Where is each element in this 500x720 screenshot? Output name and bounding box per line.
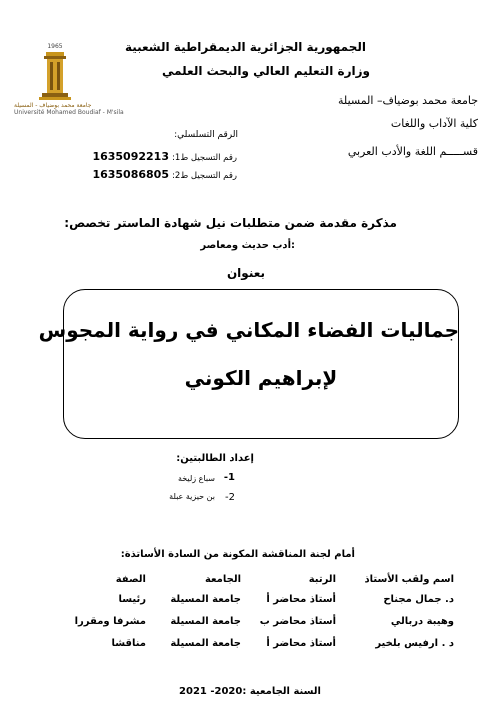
thesis-title-line-2: لإبراهيم الكوني bbox=[184, 366, 338, 390]
logo-year: 1965 bbox=[47, 43, 63, 50]
member-role: مناقشا bbox=[111, 637, 146, 649]
republic-heading: الجمهورية الجزائرية الديمقراطية الشعبية bbox=[124, 40, 366, 54]
registration-1 bbox=[92, 150, 237, 163]
registration-2-label: رقم التسجيل ط2: bbox=[172, 171, 237, 181]
logo-caption-fr: Université Mohamed Boudiaf - M'sila bbox=[14, 109, 124, 116]
title-box bbox=[38, 289, 459, 439]
header-role: الصفة bbox=[115, 573, 146, 585]
specialty: :أدب حديث ومعاصر bbox=[200, 240, 295, 251]
member-rank: أستاذ محاضر ب bbox=[259, 615, 336, 627]
student-1-number: 1- bbox=[223, 472, 235, 483]
academic-year: السنة الجامعية :2020- 2021 bbox=[179, 686, 321, 697]
titled-label: بعنوان bbox=[226, 266, 265, 280]
member-name: وهيبة دربالي bbox=[390, 615, 454, 627]
committee-header-row bbox=[34, 570, 454, 588]
student-2-number: 2- bbox=[225, 492, 235, 503]
registration-1-label: رقم التسجيل ط1: bbox=[172, 153, 237, 163]
faculty-name: كلية الآداب واللغات bbox=[390, 117, 478, 130]
students-label: إعداد الطالبتين: bbox=[176, 453, 254, 464]
registration-2-value: 1635086805 bbox=[92, 168, 169, 181]
member-name: د . ارفيس بلخير bbox=[375, 637, 454, 649]
member-role: رئيسا bbox=[118, 593, 146, 605]
memo-intro: مذكرة مقدمة ضمن متطلبات نيل شهادة الماستر تخصص: bbox=[64, 216, 397, 230]
committee-row bbox=[34, 588, 454, 610]
logo-caption-ar: جامعة محمد بوضياف - المسيلة bbox=[14, 102, 92, 109]
member-university: جامعة المسيلة bbox=[170, 637, 241, 649]
student-1-name: سباع زليخة bbox=[177, 474, 215, 483]
department-name: قســـــم اللغة والأدب العربي bbox=[347, 145, 478, 158]
member-university: جامعة المسيلة bbox=[170, 615, 241, 627]
serial-number-label: الرقم التسلسلي: bbox=[174, 130, 238, 140]
registration-1-value: 1635092213 bbox=[92, 150, 169, 163]
committee-row bbox=[34, 610, 454, 632]
committee-row bbox=[34, 632, 454, 654]
committee-table bbox=[34, 570, 454, 654]
header-name: اسم ولقب الأستاذ bbox=[364, 573, 454, 585]
member-rank: أستاذ محاضر أ bbox=[266, 637, 336, 649]
header-rank: الرتبة bbox=[308, 573, 336, 585]
logo-caption bbox=[14, 102, 124, 116]
member-name: د. جمال مجناح bbox=[383, 593, 454, 605]
member-rank: أستاذ محاضر أ bbox=[266, 593, 336, 605]
header-university: الجامعة bbox=[204, 573, 241, 585]
member-role: مشرفا ومقررا bbox=[74, 615, 146, 627]
university-name: جامعة محمد بوضياف– المسيلة bbox=[338, 94, 478, 107]
thesis-title-line-1: جماليات الفضاء المكاني في رواية المجوس bbox=[38, 318, 459, 342]
ministry-heading: وزارة التعليم العالي والبحث العلمي bbox=[161, 64, 370, 78]
registration-2 bbox=[92, 168, 237, 181]
committee-intro: أمام لجنة المناقشة المكونة من السادة الأساتذة: bbox=[120, 549, 355, 560]
student-2-name: بن حيزية عبلة bbox=[169, 492, 215, 501]
member-university: جامعة المسيلة bbox=[170, 593, 241, 605]
